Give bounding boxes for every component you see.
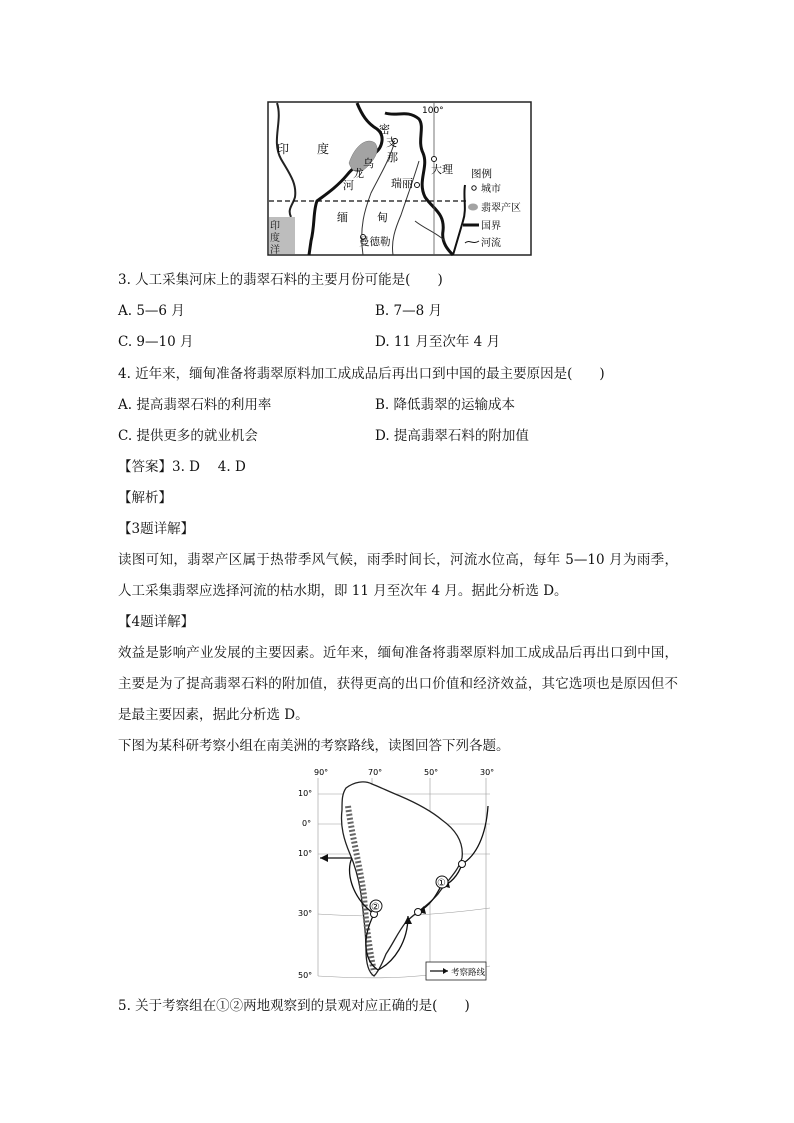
svg-text:甸: 甸 bbox=[377, 211, 388, 224]
svg-text:龙: 龙 bbox=[353, 167, 364, 180]
svg-text:度: 度 bbox=[270, 233, 280, 244]
svg-text:50°: 50° bbox=[424, 768, 439, 777]
svg-text:乌: 乌 bbox=[363, 157, 374, 170]
q3-option-c[interactable]: C. 9—10 月 bbox=[118, 334, 194, 350]
q3-detail-text: 读图可知，翡翠产区属于热带季风气候，雨季时间长，河流水位高，每年 5—10 月为雨季，人工采集翡翠应选择河流的枯水期，即 11 月至次年 4 月。据此分析选 D。 bbox=[118, 552, 678, 599]
svg-text:翡翠产区: 翡翠产区 bbox=[481, 203, 521, 214]
lon-100-label: 100° bbox=[422, 106, 444, 116]
q4-detail-text: 效益是影响产业发展的主要因素。近年来，缅甸准备将翡翠原料加工成成品后再出口到中国，主要是为了提高翡翠石料的附加值，获得更高的出口价值和经济效益，其它选项也是原因但不是最主要因素，据此分析选 D。 bbox=[118, 645, 678, 723]
svg-text:密: 密 bbox=[379, 123, 390, 136]
q3-option-a[interactable]: A. 5—6 月 bbox=[118, 303, 185, 319]
q3-stem: 3. 人工采集河床上的翡翠石料的主要月份可能是( ) bbox=[118, 272, 443, 288]
q3-option-b[interactable]: B. 7—8 月 bbox=[375, 303, 442, 319]
myanmar-jade-map bbox=[267, 101, 532, 256]
svg-text:10°: 10° bbox=[298, 789, 313, 798]
svg-text:10°: 10° bbox=[298, 849, 313, 858]
q4-detail-title: 【4题详解】 bbox=[118, 614, 195, 630]
map2-legend bbox=[426, 962, 486, 980]
svg-text:河流: 河流 bbox=[481, 238, 501, 249]
svg-text:50°: 50° bbox=[298, 971, 313, 980]
svg-text:印: 印 bbox=[277, 142, 290, 156]
south-america-route-map bbox=[290, 766, 500, 984]
svg-text:支: 支 bbox=[386, 136, 397, 149]
svg-text:曼德勒: 曼德勒 bbox=[359, 236, 391, 248]
svg-text:考察路线: 考察路线 bbox=[451, 968, 486, 978]
next-section-intro: 下图为某科研考察小组在南美洲的考察路线，读图回答下列各题。 bbox=[118, 738, 510, 754]
route-line bbox=[462, 806, 488, 864]
svg-text:图例: 图例 bbox=[471, 168, 492, 180]
q4-stem: 4. 近年来，缅甸准备将翡翠原料加工成成品后再出口到中国的最主要原因是( ) bbox=[118, 366, 605, 382]
svg-text:河: 河 bbox=[343, 179, 354, 192]
svg-text:那: 那 bbox=[387, 151, 398, 164]
marker-2-label: ② bbox=[371, 902, 380, 913]
svg-text:30°: 30° bbox=[480, 768, 495, 777]
q4-option-d[interactable]: D. 提高翡翠石料的附加值 bbox=[375, 428, 529, 444]
answer-line: 【答案】3. D 4. D bbox=[118, 459, 246, 475]
svg-text:90°: 90° bbox=[314, 768, 329, 777]
q3-detail-title: 【3题详解】 bbox=[118, 521, 195, 537]
svg-text:城市: 城市 bbox=[481, 184, 501, 195]
city-dali bbox=[432, 157, 437, 162]
svg-text:印: 印 bbox=[270, 221, 280, 232]
q4-option-b[interactable]: B. 降低翡翠的运输成本 bbox=[375, 397, 516, 413]
analysis-title: 【解析】 bbox=[118, 490, 172, 506]
svg-text:瑞丽: 瑞丽 bbox=[391, 177, 413, 190]
q4-option-a[interactable]: A. 提高翡翠石料的利用率 bbox=[118, 397, 272, 413]
svg-text:0°: 0° bbox=[302, 819, 312, 828]
svg-text:国界: 国界 bbox=[481, 221, 501, 232]
svg-text:度: 度 bbox=[317, 142, 330, 156]
q5-stem: 5. 关于考察组在①②两地观察到的景观对应正确的是( ) bbox=[118, 998, 470, 1014]
q4-option-c[interactable]: C. 提供更多的就业机会 bbox=[118, 428, 258, 444]
q3-option-d[interactable]: D. 11 月至次年 4 月 bbox=[375, 334, 501, 350]
svg-text:缅: 缅 bbox=[337, 211, 348, 224]
marker-1-label: ① bbox=[437, 878, 446, 889]
svg-text:洋: 洋 bbox=[270, 245, 280, 256]
svg-text:大理: 大理 bbox=[431, 163, 453, 176]
svg-text:70°: 70° bbox=[368, 768, 383, 777]
svg-text:30°: 30° bbox=[298, 909, 313, 918]
city-ruili bbox=[415, 183, 420, 188]
